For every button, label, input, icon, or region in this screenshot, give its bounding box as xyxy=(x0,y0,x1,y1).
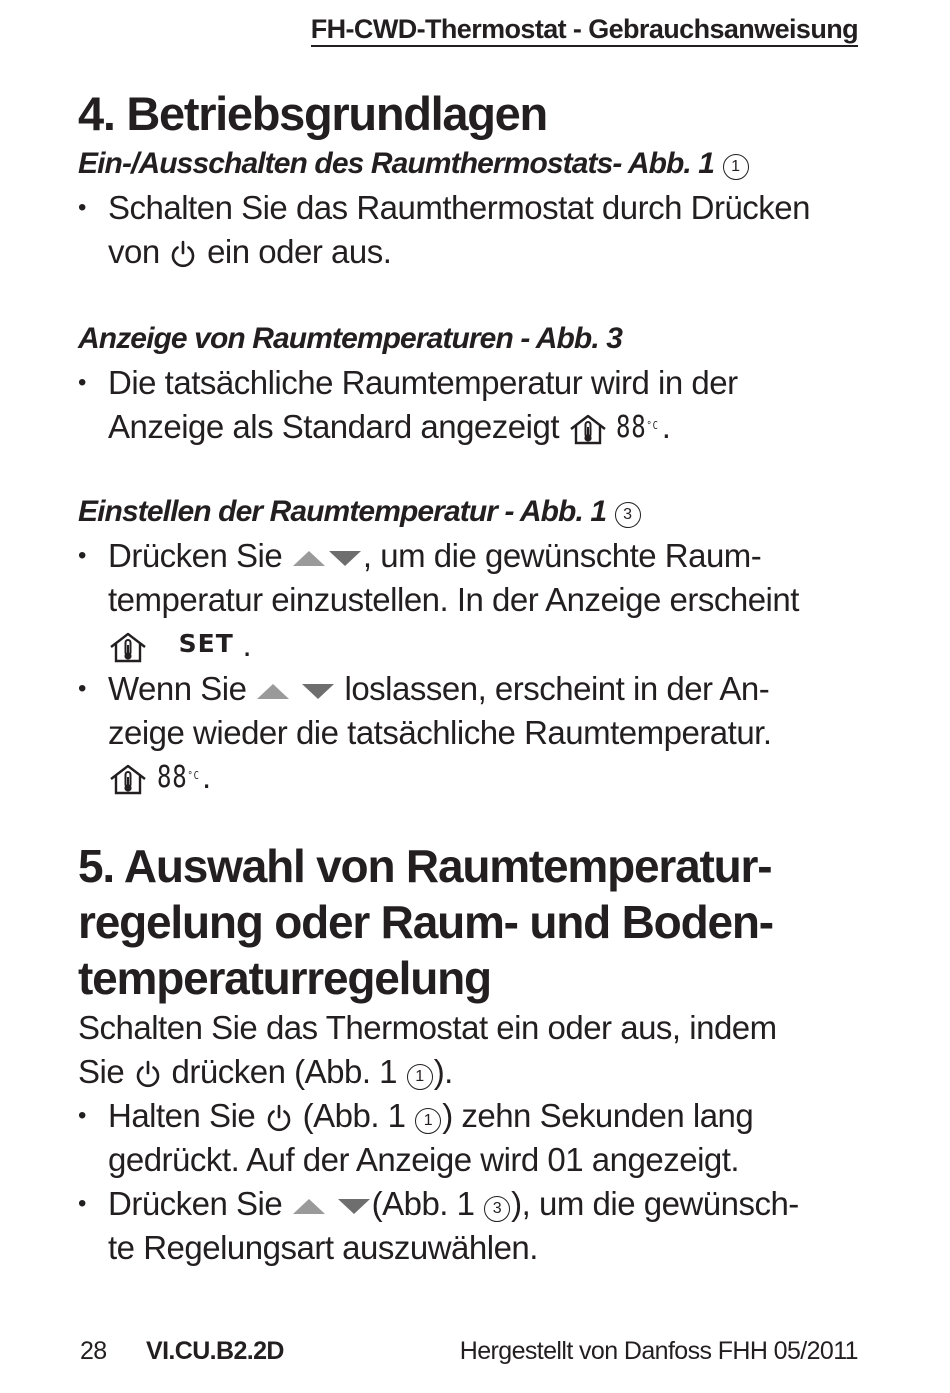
segment-unit: °C xyxy=(187,769,200,782)
set-indicator: SET xyxy=(178,629,234,658)
release-text-rest: loslassen, erscheint in der An- xyxy=(344,670,770,707)
display-text: Die tatsächliche Raumtemperatur wird in der xyxy=(108,364,738,401)
segment-unit: °C xyxy=(646,419,660,432)
figure-ref-3: 3 xyxy=(615,502,641,528)
arrow-down-icon xyxy=(327,548,363,568)
hold-text-2: gedrückt. Auf der Anzeige wird 01 angezeigt. xyxy=(108,1141,740,1178)
on-off-text-end: ein oder aus. xyxy=(207,233,392,270)
select-text-2: te Regelungsart auszuwählen. xyxy=(108,1229,538,1266)
intro-text: Schalten Sie das Thermostat ein oder aus, indem xyxy=(78,1009,777,1046)
arrow-down-icon xyxy=(300,681,336,701)
intro-text-after: drücken (Abb. 1 xyxy=(171,1053,398,1090)
list-item xyxy=(78,534,868,667)
home-thermometer-icon xyxy=(568,413,608,445)
segment-value: 88 xyxy=(616,410,647,445)
hold-text-rest: ) zehn Sekunden lang xyxy=(442,1097,754,1134)
release-text: Wenn Sie xyxy=(108,670,247,707)
release-period: . xyxy=(202,758,211,795)
arrow-up-icon xyxy=(291,1196,327,1216)
on-off-text: Schalten Sie das Raumthermostat durch Drücken xyxy=(108,189,811,226)
setting-text-2: temperatur einzustellen. In der Anzeige erscheint xyxy=(108,581,799,618)
setting-subheading xyxy=(78,490,868,534)
section-5-intro xyxy=(78,1006,868,1094)
list-item xyxy=(78,1182,868,1270)
arrow-down-icon xyxy=(336,1196,372,1216)
segment-value: 88 xyxy=(156,760,188,795)
power-icon xyxy=(133,1059,163,1089)
intro-text-sie: Sie xyxy=(78,1053,125,1090)
setting-subheading-text: Einstellen der Raumtemperatur - Abb. 1 xyxy=(78,495,607,528)
figure-ref-3: 3 xyxy=(484,1196,510,1222)
hold-text-abb: (Abb. 1 xyxy=(302,1097,406,1134)
manufacturer-note: Hergestellt von Danfoss FHH 05/2011 xyxy=(459,1337,858,1365)
list-item xyxy=(78,186,868,274)
section-5-heading-line: regelung oder Raum- und Boden- xyxy=(78,896,773,948)
list-item xyxy=(78,1094,868,1182)
section-4-heading: 4. Betriebsgrundlagen xyxy=(78,87,547,140)
hold-text: Halten Sie xyxy=(108,1097,256,1134)
section-5-heading-line: temperaturregelung xyxy=(78,952,491,1004)
section-5-list xyxy=(78,1094,868,1270)
display-list xyxy=(78,361,868,450)
select-text: Drücken Sie xyxy=(108,1185,283,1222)
release-text-2: zeige wieder die tatsächliche Raumtemperatur. xyxy=(108,714,772,751)
setting-list xyxy=(78,534,868,800)
on-off-list xyxy=(78,186,868,274)
display-period: . xyxy=(661,408,671,445)
list-item xyxy=(78,667,868,800)
intro-text-end: ). xyxy=(433,1053,453,1090)
power-icon xyxy=(264,1103,294,1133)
list-item xyxy=(78,361,868,450)
display-subheading: Anzeige von Raumtemperaturen - Abb. 3 xyxy=(78,322,623,355)
select-text-rest: ), um die gewünsch- xyxy=(511,1185,799,1222)
segment-display xyxy=(616,406,659,450)
arrow-up-icon xyxy=(255,681,291,701)
figure-ref-1: 1 xyxy=(415,1108,441,1134)
setting-text-rest: , um die gewünschte Raum- xyxy=(362,537,762,574)
set-period: . xyxy=(242,626,252,663)
select-text-abb: (Abb. 1 xyxy=(371,1185,475,1222)
page-footer xyxy=(80,1335,858,1367)
document-code: VI.CU.B2.2D xyxy=(146,1337,284,1365)
on-off-subheading xyxy=(78,142,868,186)
figure-ref-1: 1 xyxy=(723,154,749,180)
page-content xyxy=(78,86,868,1270)
section-5-heading xyxy=(78,838,868,1006)
arrow-up-icon xyxy=(291,548,327,568)
home-thermometer-icon xyxy=(108,763,148,795)
setting-text: Drücken Sie xyxy=(108,537,283,574)
section-5-heading-line: 5. Auswahl von Raumtemperatur- xyxy=(78,840,772,892)
running-header: FH-CWD-Thermostat - Gebrauchsanweisung xyxy=(311,14,858,47)
on-off-subheading-text: Ein-/Ausschalten des Raumthermostats- Abb. 1 xyxy=(78,147,715,180)
power-icon xyxy=(168,239,198,269)
segment-display xyxy=(157,756,200,800)
page-number: 28 xyxy=(80,1337,107,1365)
on-off-text-von: von xyxy=(108,233,160,270)
display-text-2: Anzeige als Standard angezeigt xyxy=(108,408,559,445)
figure-ref-1: 1 xyxy=(407,1064,433,1090)
home-thermometer-icon xyxy=(108,631,148,663)
